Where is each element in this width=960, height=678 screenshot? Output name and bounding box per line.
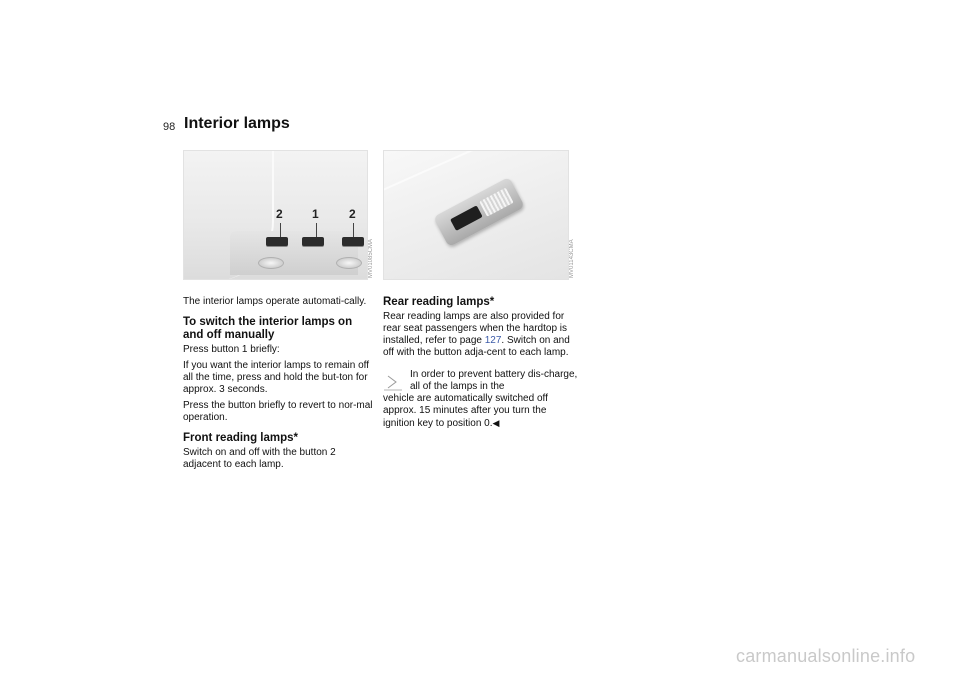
body-text: Press button 1 briefly:	[183, 344, 280, 355]
body-text-part: . Switch on and off with the button adja-cent to each lamp.	[383, 335, 570, 358]
body-text: Switch on and off with the button 2 adjacent to each lamp.	[183, 447, 336, 470]
callout-line	[280, 223, 281, 237]
lamp-lens	[336, 257, 362, 269]
section-heading: Front reading lamps*	[183, 432, 299, 444]
reading-lamp-button	[342, 237, 364, 246]
body-text: Press the button briefly to revert to nor-mal operation.	[183, 400, 373, 423]
callout-line	[316, 223, 317, 237]
callout-number: 1	[312, 207, 319, 221]
rear-lamp-lens	[479, 188, 513, 217]
body-text	[383, 311, 579, 359]
figure-front-interior-lamps	[183, 150, 368, 280]
section-heading: To switch the interior lamps on and off manually	[183, 316, 353, 341]
note-arrow-icon	[383, 371, 403, 391]
end-mark-icon: ◀	[492, 418, 500, 428]
right-column	[383, 296, 579, 430]
watermark: carmanualsonline.info	[736, 646, 916, 666]
figure-code: MV01143CMA	[569, 239, 575, 278]
page-reference-link[interactable]: 127	[484, 335, 502, 346]
intro-text: The interior lamps operate automati-cally.	[183, 296, 367, 307]
reading-lamp-button	[266, 237, 288, 246]
note-block	[383, 369, 579, 430]
body-text: If you want the interior lamps to remain off all the time, press and hold the but-ton for approx. 3 seconds.	[183, 360, 370, 395]
page-title: Interior lamps	[184, 115, 290, 132]
note-first-lines: In order to prevent battery dis-charge, all of the lamps in the	[410, 369, 578, 392]
figure-rear-reading-lamp	[383, 150, 569, 280]
section-heading: Rear reading lamps*	[383, 296, 495, 308]
body-text-part: Rear reading lamps are also provided for rear seat passengers when the hardtop is installed, refer to page	[383, 311, 567, 346]
figure-code: MV01085CMA	[368, 238, 374, 278]
note-text: vehicle are automatically switched off approx. 15 minutes after you turn the ignition key to position 0.	[383, 393, 548, 429]
interior-lamp-button	[302, 237, 324, 246]
page-number: 98	[163, 121, 176, 133]
rear-lamp-button	[450, 205, 483, 231]
left-column	[183, 296, 375, 475]
callout-line	[353, 223, 354, 237]
lamp-lens	[258, 257, 284, 269]
lamp-console	[230, 231, 358, 275]
callout-number: 2	[349, 207, 356, 221]
callout-number: 2	[276, 207, 283, 221]
